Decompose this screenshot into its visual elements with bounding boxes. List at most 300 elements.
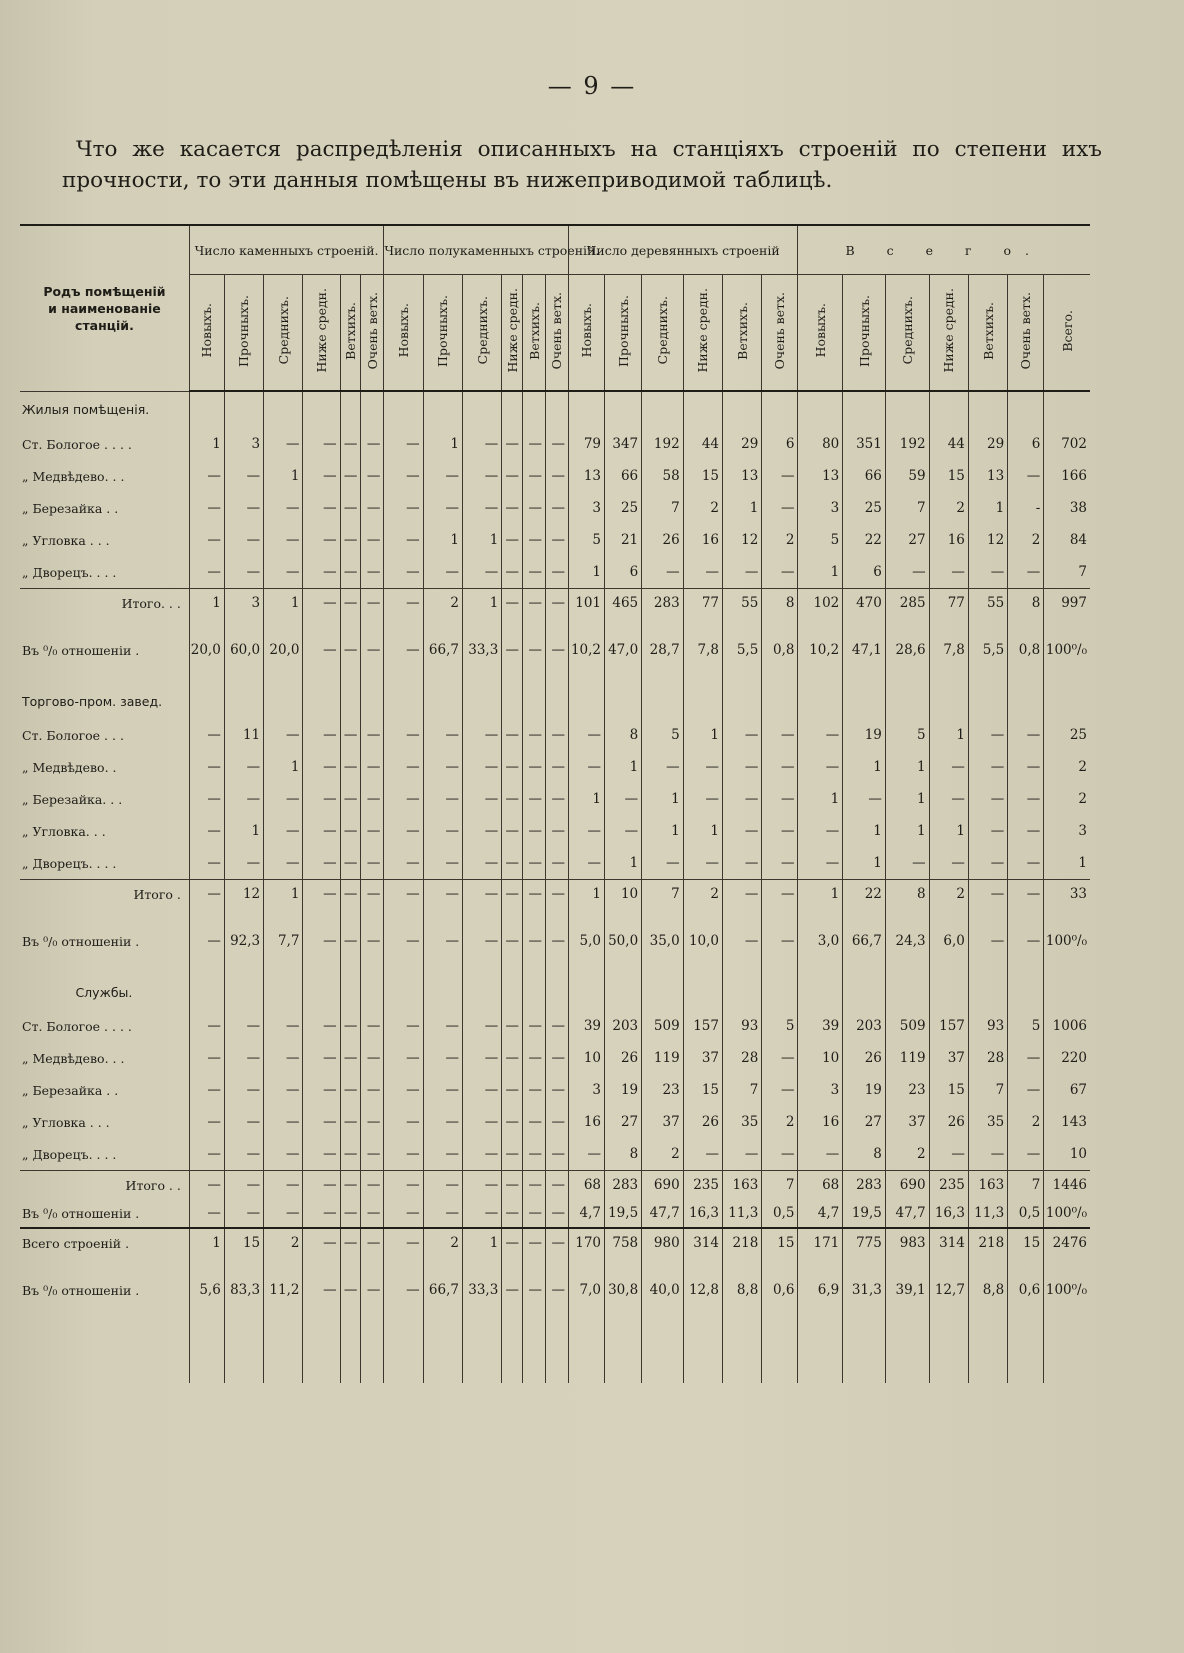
table-cell xyxy=(545,974,568,1010)
table-cell: — xyxy=(1008,719,1044,751)
subcol-header-label: Ниже средн. xyxy=(941,288,957,373)
table-cell: 10,2 xyxy=(798,617,843,683)
table-cell: — xyxy=(340,815,361,847)
table-cell: 19,5 xyxy=(843,1199,886,1228)
table-cell: 2 xyxy=(762,1106,798,1138)
table-cell: — xyxy=(523,589,546,618)
table-cell xyxy=(1008,391,1044,428)
table-cell: — xyxy=(303,783,340,815)
table-cell: — xyxy=(502,589,523,618)
table-cell: — xyxy=(1008,1074,1044,1106)
table-cell: — xyxy=(340,751,361,783)
table-cell: 1 xyxy=(843,815,886,847)
table-cell: — xyxy=(264,524,303,556)
table-cell: 1 xyxy=(568,783,604,815)
table-cell: — xyxy=(462,847,501,880)
table-cell: — xyxy=(929,1138,968,1171)
table-cell: 1 xyxy=(885,783,929,815)
table-cell: 4,7 xyxy=(568,1199,604,1228)
table-cell: — xyxy=(264,815,303,847)
table-cell: 12,8 xyxy=(683,1257,722,1323)
subcol-header xyxy=(762,275,798,392)
table-cell xyxy=(968,974,1007,1010)
table-cell: — xyxy=(523,908,546,974)
table-cell xyxy=(545,1323,568,1383)
table-cell xyxy=(683,974,722,1010)
table-cell: — xyxy=(340,617,361,683)
table-cell: — xyxy=(303,1106,340,1138)
table-cell: — xyxy=(303,1042,340,1074)
subcol-header xyxy=(683,275,722,392)
table-cell: 3 xyxy=(224,589,263,618)
table-cell xyxy=(642,391,684,428)
subcol-header-label: Среднихъ. xyxy=(899,296,915,365)
table-row xyxy=(20,815,1090,847)
table-cell: — xyxy=(1008,847,1044,880)
table-cell xyxy=(384,974,423,1010)
table-cell: — xyxy=(683,783,722,815)
table-row xyxy=(20,492,1090,524)
table-cell: 2 xyxy=(642,1138,684,1171)
table-cell: — xyxy=(929,751,968,783)
table-cell: — xyxy=(798,815,843,847)
table-cell: — xyxy=(340,1171,361,1200)
table-cell: 67 xyxy=(1044,1074,1090,1106)
table-cell: 15 xyxy=(929,1074,968,1106)
table-cell: 0,6 xyxy=(762,1257,798,1323)
table-cell: — xyxy=(462,1042,501,1074)
table-cell: - xyxy=(1008,492,1044,524)
table-cell: — xyxy=(423,847,462,880)
table-cell: 2476 xyxy=(1044,1228,1090,1257)
table-cell: 26 xyxy=(929,1106,968,1138)
table-cell: — xyxy=(545,880,568,909)
table-cell: 1 xyxy=(605,751,642,783)
table-cell: 35,0 xyxy=(642,908,684,974)
table-cell: 93 xyxy=(723,1010,762,1042)
table-cell: 29 xyxy=(968,428,1007,460)
table-cell: — xyxy=(423,460,462,492)
table-cell: — xyxy=(189,719,224,751)
subcol-header-label: Ниже средн. xyxy=(695,288,711,373)
row-label: Въ ⁰/₀ отношеніи . xyxy=(22,642,140,658)
table-cell: 1 xyxy=(264,880,303,909)
row-header xyxy=(20,225,189,391)
row-label: Ст. Бологое . . . . xyxy=(22,1018,132,1034)
table-cell: — xyxy=(264,1106,303,1138)
table-cell: 6,0 xyxy=(929,908,968,974)
table-cell: — xyxy=(303,589,340,618)
table-cell: — xyxy=(189,1106,224,1138)
table-cell: 235 xyxy=(683,1171,722,1200)
table-cell: 16 xyxy=(929,524,968,556)
table-cell: 2 xyxy=(1044,751,1090,783)
table-cell: 25 xyxy=(1044,719,1090,751)
table-cell: — xyxy=(683,1138,722,1171)
row-label: Итого . xyxy=(20,880,189,909)
table-cell: 35 xyxy=(968,1106,1007,1138)
table-cell: — xyxy=(361,847,384,880)
table-cell: — xyxy=(523,524,546,556)
table-cell: — xyxy=(340,428,361,460)
table-cell: 1 xyxy=(929,815,968,847)
row-label: Жилыя помѣщенія. xyxy=(22,402,150,418)
table-cell: 16,3 xyxy=(683,1199,722,1228)
table-cell: — xyxy=(423,556,462,589)
table-cell: — xyxy=(303,1074,340,1106)
table-cell: 15 xyxy=(1008,1228,1044,1257)
table-cell: 0,5 xyxy=(1008,1199,1044,1228)
table-cell xyxy=(224,974,263,1010)
table-cell: — xyxy=(384,556,423,589)
table-cell: 192 xyxy=(885,428,929,460)
table-cell: — xyxy=(462,1106,501,1138)
table-cell: — xyxy=(502,524,523,556)
table-cell: — xyxy=(968,751,1007,783)
table-cell: — xyxy=(502,1199,523,1228)
table-cell: 31,3 xyxy=(843,1257,886,1323)
table-cell: — xyxy=(224,1010,263,1042)
table-cell: — xyxy=(545,556,568,589)
row-label: Всего строеній . xyxy=(20,1228,189,1257)
table-cell xyxy=(224,683,263,719)
table-cell xyxy=(502,974,523,1010)
subcol-header xyxy=(462,275,501,392)
table-cell xyxy=(189,974,224,1010)
table-cell: 3 xyxy=(1044,815,1090,847)
table-cell: 2 xyxy=(929,880,968,909)
table-cell: — xyxy=(361,1228,384,1257)
table-cell: — xyxy=(303,880,340,909)
table-cell xyxy=(1044,974,1090,1010)
table-cell xyxy=(642,974,684,1010)
table-cell xyxy=(303,1323,340,1383)
table-cell xyxy=(189,391,224,428)
table-cell xyxy=(340,1323,361,1383)
table-cell: — xyxy=(545,1042,568,1074)
table-cell: — xyxy=(264,1138,303,1171)
table-cell: 68 xyxy=(798,1171,843,1200)
table-cell: — xyxy=(723,847,762,880)
table-cell: 283 xyxy=(605,1171,642,1200)
row-label: Итого . . xyxy=(20,1171,189,1200)
row-header-line-1: Родъ помѣщеній xyxy=(43,283,166,299)
table-cell: — xyxy=(545,1257,568,1323)
table-cell: 465 xyxy=(605,589,642,618)
table-cell: — xyxy=(523,1228,546,1257)
table-cell: 8 xyxy=(1008,589,1044,618)
table-cell: 2 xyxy=(885,1138,929,1171)
table-cell: — xyxy=(968,847,1007,880)
table-cell: 100⁰/₀ xyxy=(1044,1257,1090,1323)
table-cell: 6,9 xyxy=(798,1257,843,1323)
table-cell: — xyxy=(723,1138,762,1171)
table-cell: — xyxy=(423,1074,462,1106)
table-cell: 983 xyxy=(885,1228,929,1257)
table-cell: — xyxy=(384,1228,423,1257)
table-cell: — xyxy=(303,1171,340,1200)
row-label: Въ ⁰/₀ отношеніи . xyxy=(22,933,140,949)
row-label: Въ ⁰/₀ отношеніи . xyxy=(22,1282,140,1298)
table-cell: 0,6 xyxy=(1008,1257,1044,1323)
section-title-row xyxy=(20,391,1090,428)
table-cell: — xyxy=(423,492,462,524)
table-cell: 5,6 xyxy=(189,1257,224,1323)
table-cell: 55 xyxy=(968,589,1007,618)
table-cell: 1 xyxy=(798,556,843,589)
subcol-header-label: Среднихъ. xyxy=(654,296,670,365)
table-cell: — xyxy=(384,880,423,909)
section-title-row xyxy=(20,974,1090,1010)
table-cell: 100⁰/₀ xyxy=(1044,1199,1090,1228)
table-cell: 171 xyxy=(798,1228,843,1257)
table-cell: 16,3 xyxy=(929,1199,968,1228)
table-cell xyxy=(605,1323,642,1383)
subcol-header xyxy=(968,275,1007,392)
table-cell: 7,8 xyxy=(683,617,722,683)
table-cell xyxy=(605,974,642,1010)
table-cell: 1 xyxy=(264,589,303,618)
table-cell xyxy=(462,391,501,428)
subcol-header xyxy=(798,275,843,392)
table-cell: 44 xyxy=(929,428,968,460)
table-cell xyxy=(929,683,968,719)
table-cell: 5 xyxy=(762,1010,798,1042)
table-cell: 12 xyxy=(723,524,762,556)
table-cell: 3 xyxy=(568,492,604,524)
table-cell: 80 xyxy=(798,428,843,460)
table-cell: — xyxy=(384,1074,423,1106)
table-cell: 101 xyxy=(568,589,604,618)
table-cell: — xyxy=(384,617,423,683)
table-cell: 7 xyxy=(642,880,684,909)
table-cell: — xyxy=(545,460,568,492)
table-cell: — xyxy=(502,1171,523,1200)
table-cell: 119 xyxy=(885,1042,929,1074)
table-cell: — xyxy=(340,589,361,618)
table-cell: 60,0 xyxy=(224,617,263,683)
table-cell: 23 xyxy=(885,1074,929,1106)
table-row xyxy=(20,783,1090,815)
table-cell: 13 xyxy=(568,460,604,492)
table-cell: 702 xyxy=(1044,428,1090,460)
subcol-header-label: Прочныхъ. xyxy=(435,294,451,367)
table-cell: 1 xyxy=(843,847,886,880)
table-cell: — xyxy=(423,719,462,751)
table-cell xyxy=(683,683,722,719)
subcol-header xyxy=(568,275,604,392)
table-cell: — xyxy=(361,1074,384,1106)
subcol-header xyxy=(642,275,684,392)
table-cell: 79 xyxy=(568,428,604,460)
table-cell xyxy=(264,1323,303,1383)
table-cell: 25 xyxy=(843,492,886,524)
table-cell: — xyxy=(340,847,361,880)
table-cell: — xyxy=(189,492,224,524)
table-cell: — xyxy=(384,815,423,847)
table-cell: — xyxy=(798,1138,843,1171)
table-cell xyxy=(384,391,423,428)
table-cell: 1 xyxy=(723,492,762,524)
table-row xyxy=(20,1106,1090,1138)
table-cell: 163 xyxy=(723,1171,762,1200)
table-cell: 1 xyxy=(798,880,843,909)
group-total-header: В с е г о. xyxy=(798,225,1090,275)
table-cell: — xyxy=(462,1138,501,1171)
table-cell: — xyxy=(762,783,798,815)
table-cell: 1 xyxy=(462,1228,501,1257)
table-cell: — xyxy=(384,847,423,880)
subcol-header xyxy=(1008,275,1044,392)
row-label: Итого. . . xyxy=(20,589,189,618)
table-cell xyxy=(361,683,384,719)
table-cell: — xyxy=(361,1199,384,1228)
table-cell xyxy=(303,391,340,428)
table-cell: — xyxy=(723,815,762,847)
table-cell xyxy=(340,683,361,719)
table-cell: — xyxy=(303,524,340,556)
table-cell: — xyxy=(523,1257,546,1323)
table-cell: 3,0 xyxy=(798,908,843,974)
table-cell: 2 xyxy=(762,524,798,556)
total-row xyxy=(20,1171,1090,1200)
table-cell: — xyxy=(523,1171,546,1200)
row-label: „ Медвѣдево. . xyxy=(22,759,117,775)
table-cell: 23 xyxy=(642,1074,684,1106)
table-cell: — xyxy=(762,460,798,492)
subcol-header xyxy=(929,275,968,392)
table-cell: — xyxy=(224,1171,263,1200)
table-cell: — xyxy=(189,908,224,974)
table-cell xyxy=(502,391,523,428)
table-cell: — xyxy=(762,751,798,783)
table-cell: — xyxy=(968,556,1007,589)
table-cell: — xyxy=(384,751,423,783)
table-cell xyxy=(340,391,361,428)
table-cell: — xyxy=(523,751,546,783)
table-cell xyxy=(462,974,501,1010)
table-cell: 8 xyxy=(885,880,929,909)
table-cell xyxy=(723,391,762,428)
table-cell: 77 xyxy=(683,589,722,618)
table-cell: — xyxy=(340,1257,361,1323)
table-cell xyxy=(384,683,423,719)
table-cell: 26 xyxy=(605,1042,642,1074)
table-cell: 3 xyxy=(798,492,843,524)
table-cell: — xyxy=(523,617,546,683)
table-cell: 8 xyxy=(762,589,798,618)
table-cell: 5 xyxy=(885,719,929,751)
row-label: „ Березайка. . . xyxy=(22,791,123,807)
table-row xyxy=(20,1074,1090,1106)
table-cell: — xyxy=(303,460,340,492)
subcol-header xyxy=(224,275,263,392)
table-cell: 1 xyxy=(224,815,263,847)
table-cell: — xyxy=(264,847,303,880)
table-cell xyxy=(523,974,546,1010)
table-cell: — xyxy=(502,815,523,847)
subcol-header-label: Ниже средн. xyxy=(314,288,330,373)
table-cell: 192 xyxy=(642,428,684,460)
table-cell: — xyxy=(502,783,523,815)
table-cell: 77 xyxy=(929,589,968,618)
table-cell: 2 xyxy=(1044,783,1090,815)
row-label: „ Медвѣдево. . . xyxy=(22,1050,125,1066)
table-cell: — xyxy=(264,1010,303,1042)
subcol-header-label: Ветхихъ. xyxy=(526,301,542,360)
table-cell: — xyxy=(642,556,684,589)
table-cell: — xyxy=(224,460,263,492)
table-cell: 15 xyxy=(929,460,968,492)
table-cell: — xyxy=(462,880,501,909)
table-cell: 44 xyxy=(683,428,722,460)
table-cell: 3 xyxy=(224,428,263,460)
table-cell xyxy=(885,391,929,428)
table-cell: — xyxy=(1008,908,1044,974)
table-cell: — xyxy=(264,492,303,524)
table-cell: 27 xyxy=(843,1106,886,1138)
subcol-header xyxy=(843,275,886,392)
table-cell: 11 xyxy=(224,719,263,751)
table-cell: 1 xyxy=(929,719,968,751)
table-cell xyxy=(642,1323,684,1383)
table-cell: 8,8 xyxy=(723,1257,762,1323)
table-cell xyxy=(361,391,384,428)
table-cell: 1 xyxy=(683,815,722,847)
table-cell: — xyxy=(723,908,762,974)
table-cell: — xyxy=(502,1257,523,1323)
table-cell: 1 xyxy=(423,428,462,460)
table-cell: — xyxy=(929,556,968,589)
table-cell: 5,0 xyxy=(568,908,604,974)
table-cell: 119 xyxy=(642,1042,684,1074)
subcol-header xyxy=(523,275,546,392)
table-cell xyxy=(798,683,843,719)
subcol-header xyxy=(384,275,423,392)
table-cell: 163 xyxy=(968,1171,1007,1200)
table-row xyxy=(20,1042,1090,1074)
table-cell: 7 xyxy=(762,1171,798,1200)
table-cell: — xyxy=(1008,751,1044,783)
table-cell xyxy=(224,391,263,428)
table-cell: 11,3 xyxy=(968,1199,1007,1228)
table-cell: 2 xyxy=(423,589,462,618)
table-cell xyxy=(1044,1323,1090,1383)
table-cell: — xyxy=(224,1199,263,1228)
subcol-header-label: Очень ветх. xyxy=(549,291,565,370)
table-cell: 25 xyxy=(605,492,642,524)
table-cell: 28,7 xyxy=(642,617,684,683)
subcol-header-label: Новыхъ. xyxy=(578,303,594,358)
subcol-header-label: Ветхихъ. xyxy=(980,301,996,360)
table-cell: — xyxy=(189,815,224,847)
row-label: „ Дворецъ. . . . xyxy=(22,1146,117,1162)
table-cell: 39,1 xyxy=(885,1257,929,1323)
table-cell: 157 xyxy=(683,1010,722,1042)
table-cell: 100⁰/₀ xyxy=(1044,908,1090,974)
table-cell: — xyxy=(264,783,303,815)
table-cell: — xyxy=(502,1010,523,1042)
table-tail-row xyxy=(20,1323,1090,1383)
table-cell xyxy=(929,974,968,1010)
table-cell: 1 xyxy=(462,589,501,618)
subcol-header-label: Прочныхъ. xyxy=(615,294,631,367)
table-cell: — xyxy=(340,1074,361,1106)
table-cell: 40,0 xyxy=(642,1257,684,1323)
subcol-header xyxy=(189,275,224,392)
row-header-line-2: и наименованіе xyxy=(48,300,161,316)
table-cell: 10 xyxy=(1044,1138,1090,1171)
